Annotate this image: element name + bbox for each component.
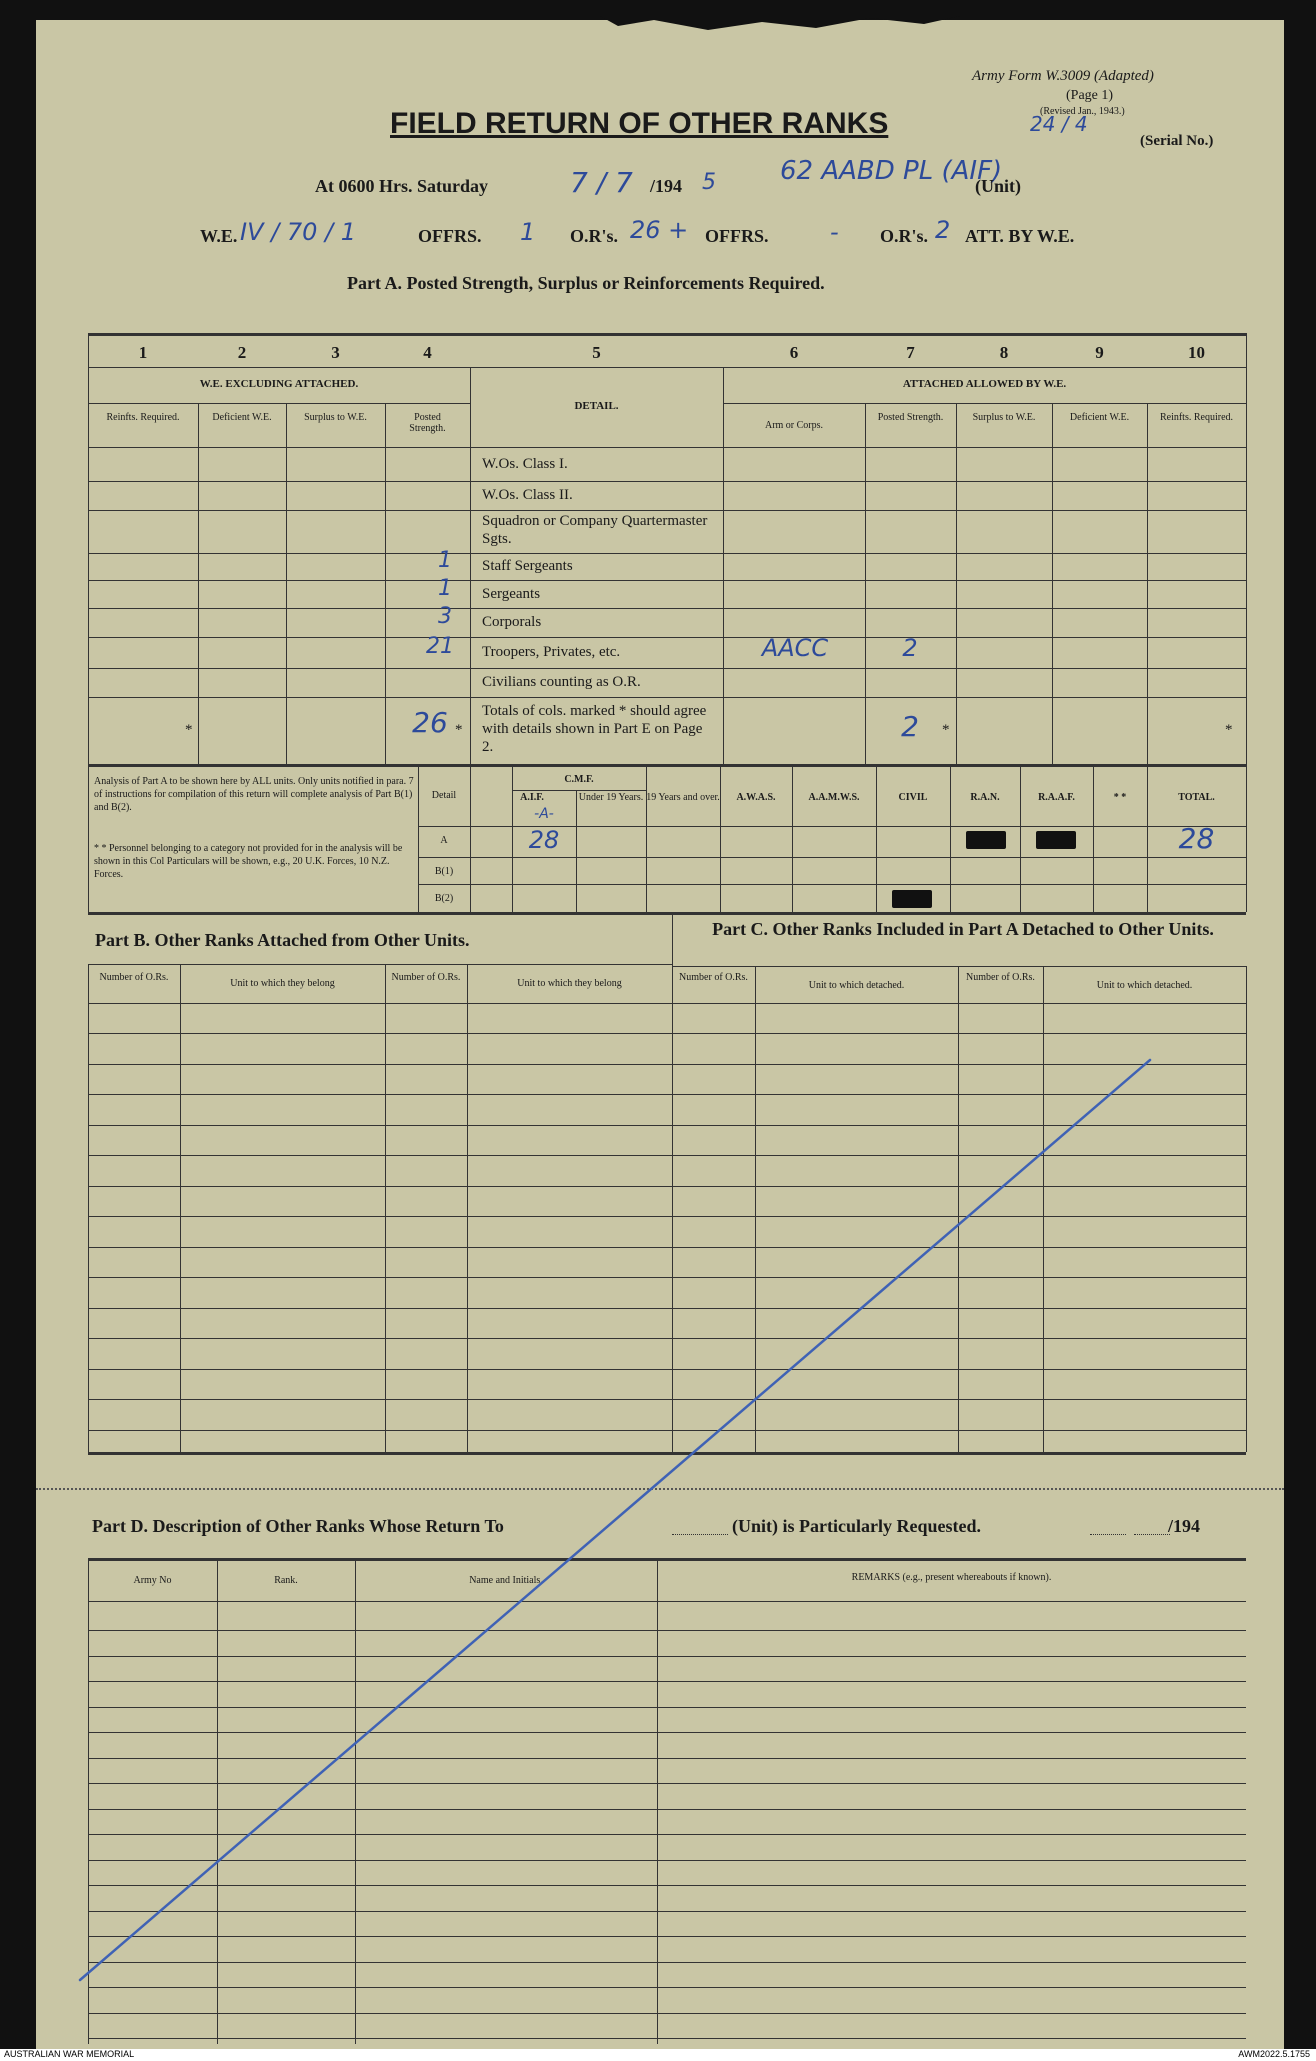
offrs-label: OFFRS. [418,226,482,246]
posted-corporals-hw: 3 [438,604,452,629]
analysis-raaf-head: R.A.A.F. [1038,792,1075,803]
analysis-awas-head: A.W.A.S. [736,792,776,803]
analysis-detail-head: Detail [431,790,457,801]
detail-wos-class-1: W.Os. Class I. [482,456,568,472]
att-by-we-label: ATT. BY W.E. [965,226,1075,246]
footer-credit: AUSTRALIAN WAR MEMORIAL [4,2049,135,2059]
we-label: W.E. [200,226,238,246]
part-d-head-army-no: Army No [133,1575,172,1586]
part-b-head-1: Number of O.Rs. [99,972,169,983]
year-hw: 5 [702,170,716,195]
head-posted-strength: Posted Strength. [409,412,446,434]
part-d-head-name: Name and Initials. [469,1575,543,1586]
analysis-under19-head: Under 19 Years. [578,792,644,803]
page-number: (Page 1) [1066,88,1114,103]
posted-troopers-hw: 21 [426,634,454,659]
part-c-title: Part C. Other Ranks Included in Part A Detached to Other Units. [712,919,1214,939]
ors-hw: 26 + [630,216,689,244]
analysis-other-head: * * [1113,792,1127,803]
head-arm-corps: Arm or Corps. [764,420,824,431]
part-c-head-2: Unit to which detached. [808,980,905,991]
date-hw: 7 / 7 [570,166,633,199]
part-b-head-4: Unit to which they belong [517,978,622,989]
detail-troopers: Troopers, Privates, etc. [482,644,621,660]
head-deficient-we: Deficient W.E. [212,412,272,423]
head-reinfts-required: Reinfts. Required. [106,412,180,423]
head-surplus-we: Surplus to W.E. [304,412,367,423]
revised-date: (Revised Jan., 1943.) [1040,106,1125,117]
part-b-head-2: Unit to which they belong [230,978,335,989]
analysis-civil-head: CIVIL [898,792,928,803]
part-d-head-remarks: REMARKS (e.g., present whereabouts if known). [851,1572,1052,1583]
analysis-row-a: A [440,835,448,846]
totals-posted7-hw: 2 [901,710,919,743]
serial-label: (Serial No.) [1140,133,1214,149]
offrs2-label: OFFRS. [705,226,769,246]
analysis-total-head: TOTAL. [1178,792,1215,803]
analysis-ran-head: R.A.N. [970,792,1000,803]
star-col7: * [942,722,950,738]
part-b-title: Part B. Other Ranks Attached from Other Units. [95,930,470,950]
head-posted-strength-7: Posted Strength. [877,412,944,423]
analysis-cmf-head: C.M.F. [564,774,594,785]
we-hw: IV / 70 / 1 [240,218,356,246]
totals-posted-hw: 26 [412,706,448,739]
offrs-hw: 1 [520,218,536,246]
we-excluding-heading: W.E. EXCLUDING ATTACHED. [199,378,359,390]
year-label: /194 [650,176,683,196]
serial-number-hw: 24 / 4 [1030,112,1088,136]
head-reinfts-required-10: Reinfts. Required. [1159,412,1234,423]
page-title: FIELD RETURN OF OTHER RANKS [390,107,889,140]
detail-qm-sgts: Squadron or Company Quartermaster Sgts. [482,513,708,547]
ors2-label: O.R's. [880,226,929,246]
col-num-4: 4 [423,343,432,362]
star-col1: * [185,722,193,738]
posted-sgts-hw: 1 [438,576,452,601]
posted-staff-sgts-hw: 1 [438,548,452,573]
part-d-title: Part D. Description of Other Ranks Whose Return To [92,1516,504,1536]
unit-hw: 62 AABD PL (AIF) [780,156,1003,186]
analysis-a-aif-hw: 28 [528,826,560,854]
part-d-title-mid: (Unit) is Particularly Requested. [732,1516,981,1536]
part-c-head-1: Number of O.Rs. [679,972,748,983]
detail-totals-note: Totals of cols. marked * should agree with details shown in Part E on Page 2. [482,703,707,755]
col-num-3: 3 [331,343,340,362]
detail-sergeants: Sergeants [482,586,541,602]
col-num-2: 2 [237,343,247,362]
detail-civilians: Civilians counting as O.R. [482,674,641,690]
part-c-head-3: Number of O.Rs. [966,972,1035,983]
offrs2-hw: - [830,218,839,246]
attached-allowed-heading: ATTACHED ALLOWED BY W.E. [902,378,1067,390]
analysis-a-total-hw: 28 [1178,822,1215,855]
footer-bar [0,2049,1316,2061]
part-c-head-4: Unit to which detached. [1096,980,1193,991]
analysis-row-b2: B(2) [434,893,454,904]
col-num-6: 6 [789,343,799,362]
star-col10: * [1225,722,1233,738]
detail-staff-sergeants: Staff Sergeants [482,558,573,574]
col-num-1: 1 [138,343,148,362]
col-num-10: 10 [1188,343,1205,362]
head-surplus-we-8: Surplus to W.E. [972,412,1036,423]
detail-heading: DETAIL. [574,400,619,412]
analysis-19over-head: 19 Years and over. [646,792,720,803]
col-num-8: 8 [999,343,1009,362]
posted7-troopers-hw: 2 [902,634,918,662]
detail-corporals: Corporals [482,614,542,630]
col-num-5: 5 [592,343,601,362]
col-num-7: 7 [906,343,915,362]
part-d-title-year: /194 [1168,1516,1201,1536]
ors-label: O.R's. [570,226,619,246]
head-deficient-we-9: Deficient W.E. [1069,412,1130,423]
analysis-note-2: * * Personnel belonging to a category not provided for in the analysis will be shown in this Col Particulars will be shown, e.g., 20 U.K. Forces, 10 N.Z. Forces. [94,843,403,880]
arm-troopers-hw: AACC [761,634,829,662]
aif-hw-note: -A- [534,806,554,822]
analysis-aamws-head: A.A.M.W.S. [808,792,860,803]
part-a-title: Part A. Posted Strength, Surplus or Reinforcements Required. [347,273,825,293]
part-d-head-rank: Rank. [274,1575,298,1586]
form-number: Army Form W.3009 (Adapted) [972,68,1154,84]
analysis-row-b1: B(1) [434,866,454,877]
star-col4: * [455,722,463,738]
footer-accession: AWM2022.5.1755 [1238,2049,1310,2059]
col-num-9: 9 [1095,343,1104,362]
unit-label: (Unit) [975,176,1021,196]
part-b-head-3: Number of O.Rs. [391,972,461,983]
ors2-hw: 2 [935,216,951,244]
analysis-aif-head: A.I.F. [520,792,544,803]
time-line-label: At 0600 Hrs. Saturday [315,176,489,196]
detail-wos-class-2: W.Os. Class II. [482,487,573,503]
analysis-note-1: Analysis of Part A to be shown here by ALL units. Only units notified in para. 7 of instructions for compilation of this return will complete analysis of Part B(1) and B(2). [94,776,414,813]
